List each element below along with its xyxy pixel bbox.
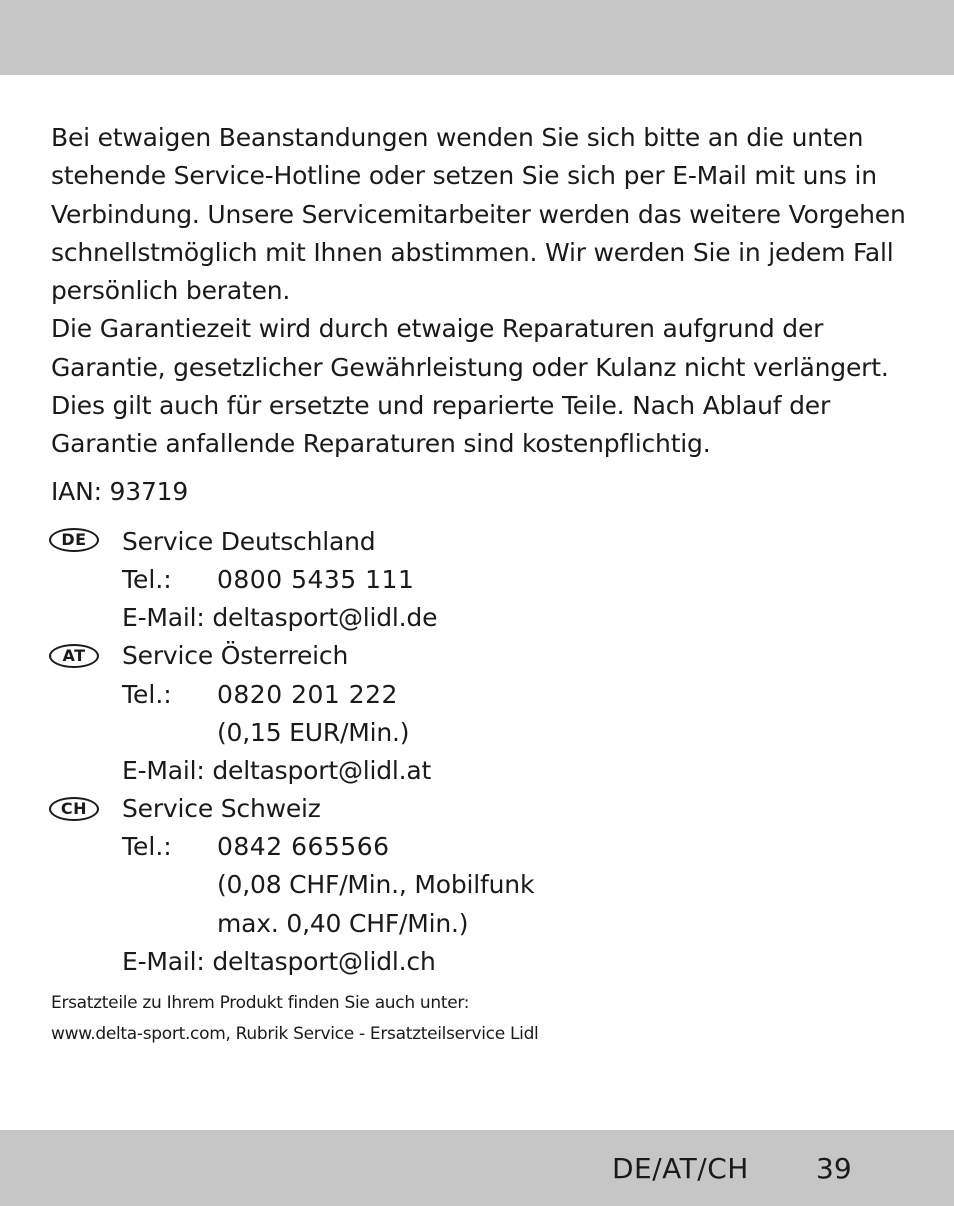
footer-band <box>0 1130 954 1206</box>
text-line: Die Garantiezeit wird durch etwaige Reparaturen aufgrund der <box>51 314 824 344</box>
service-ch-tel-note: (0,08 CHF/Min., Mobilfunk <box>217 870 535 899</box>
service-ch-name: Service Schweiz <box>122 794 321 823</box>
service-de-email: E-Mail: deltasport@lidl.de <box>122 603 438 632</box>
text-line: stehende Service-Hotline oder setzen Sie sich per E-Mail mit uns in <box>51 161 877 191</box>
service-at-name: Service Österreich <box>122 641 349 670</box>
de-country-badge-icon: DE <box>49 528 99 552</box>
footer-languages: DE/AT/CH <box>612 1152 749 1185</box>
spare-parts-line-1: Ersatzteile zu Ihrem Produkt finden Sie auch unter: <box>51 993 470 1013</box>
text-line: Dies gilt auch für ersetzte und reparierte Teile. Nach Ablauf der <box>51 391 831 421</box>
service-at-email: E-Mail: deltasport@lidl.at <box>122 756 432 785</box>
intro-paragraph <box>51 119 921 310</box>
header-band <box>0 0 954 75</box>
service-ch-email: E-Mail: deltasport@lidl.ch <box>122 947 436 976</box>
page-number: 39 <box>816 1152 852 1185</box>
main-text <box>51 119 921 464</box>
service-ch-tel-note: max. 0,40 CHF/Min.) <box>217 909 469 938</box>
text-line: persönlich beraten. <box>51 276 291 306</box>
service-ch-tel-label: Tel.: <box>122 832 172 861</box>
ian-number: IAN: 93719 <box>51 477 189 506</box>
text-line: Garantie anfallende Reparaturen sind kostenpflichtig. <box>51 429 711 459</box>
spare-parts-line-2: www.delta-sport.com, Rubrik Service - Ersatzteilservice Lidl <box>51 1024 539 1044</box>
service-de-tel: 0800 5435 111 <box>217 565 415 594</box>
service-de-tel-label: Tel.: <box>122 565 172 594</box>
service-at-tel-label: Tel.: <box>122 680 172 709</box>
text-line: Garantie, gesetzlicher Gewährleistung oder Kulanz nicht verlängert. <box>51 352 889 382</box>
ch-country-badge-icon: CH <box>49 797 99 821</box>
text-line: schnellstmöglich mit Ihnen abstimmen. Wir werden Sie in jedem Fall <box>51 237 894 267</box>
at-country-badge-icon: AT <box>49 644 99 668</box>
text-line: Bei etwaigen Beanstandungen wenden Sie sich bitte an die unten <box>51 123 864 152</box>
service-at-tel-note: (0,15 EUR/Min.) <box>217 718 410 747</box>
service-at-tel: 0820 201 222 <box>217 680 398 709</box>
warranty-paragraph <box>51 310 921 463</box>
text-line: Verbindung. Unsere Servicemitarbeiter werden das weitere Vorgehen <box>51 199 906 229</box>
service-ch-tel: 0842 665566 <box>217 832 390 861</box>
service-de-name: Service Deutschland <box>122 527 376 556</box>
